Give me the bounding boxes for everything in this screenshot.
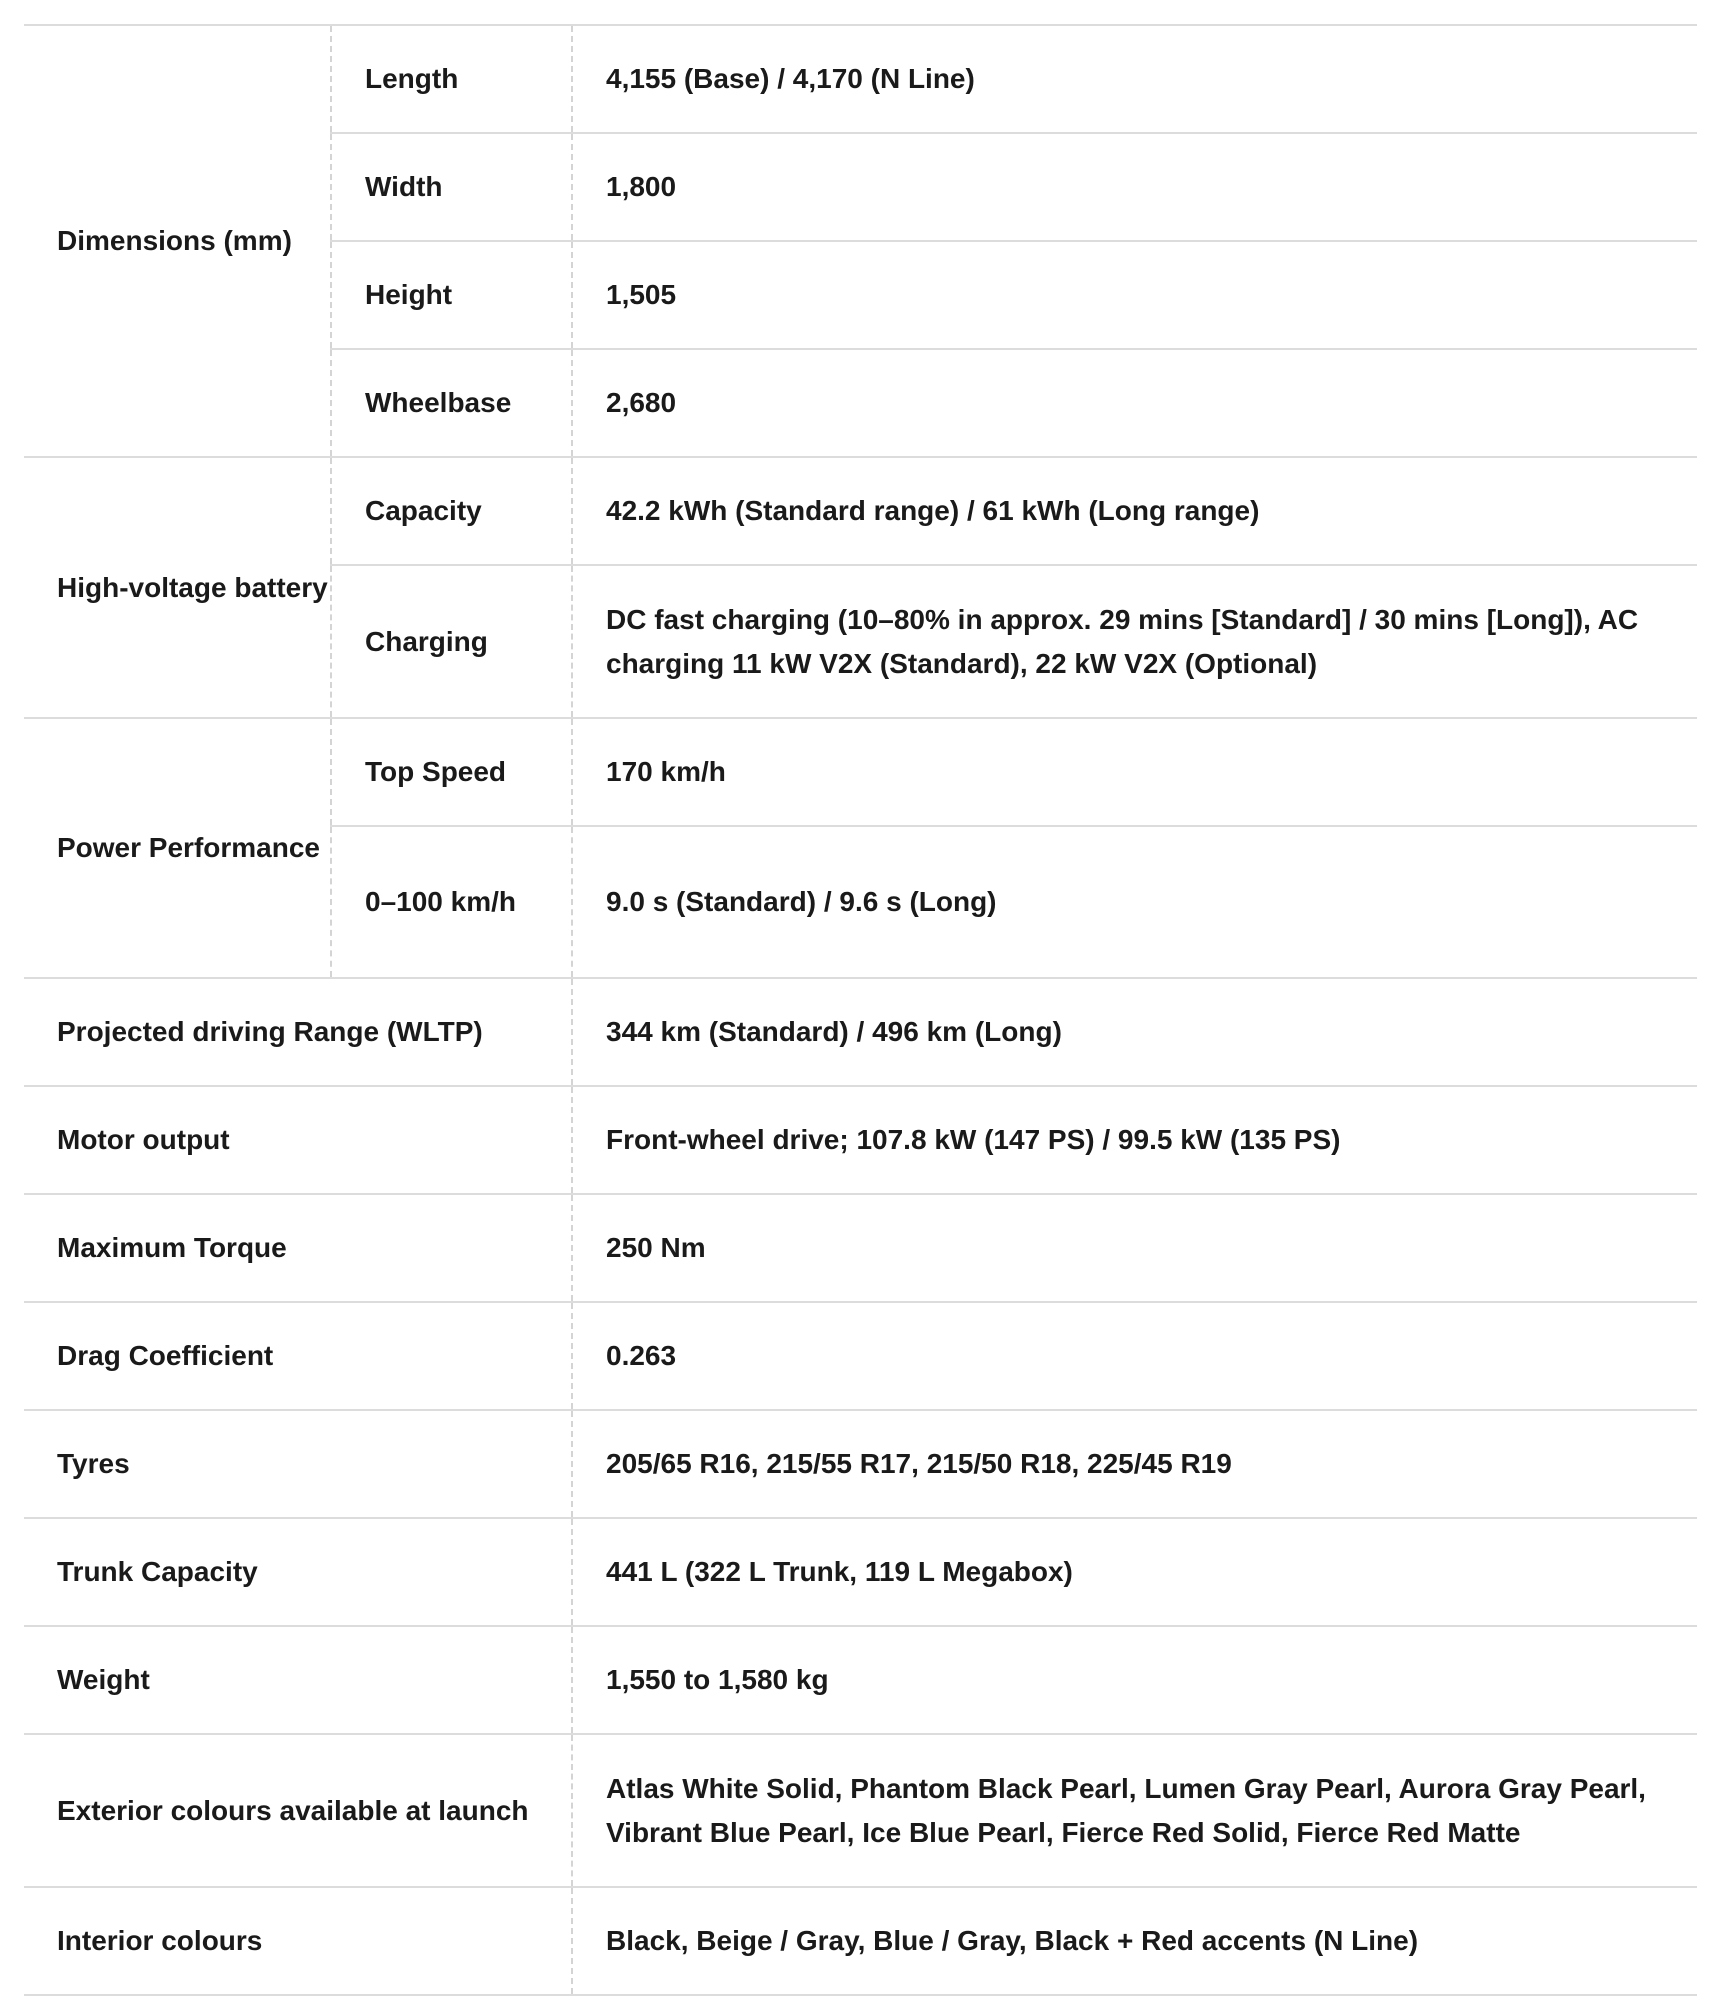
row-label-tyres: Tyres [24, 1410, 572, 1518]
row-value-wheelbase: 2,680 [572, 349, 1697, 457]
row-label-range: Projected driving Range (WLTP) [24, 978, 572, 1086]
row-value-tyres: 205/65 R16, 215/55 R17, 215/50 R18, 225/45 R19 [572, 1410, 1697, 1518]
row-value-drag: 0.263 [572, 1302, 1697, 1410]
table-row [24, 718, 1697, 826]
group-label-dimensions: Dimensions (mm) [24, 25, 331, 457]
table-row [24, 1194, 1697, 1302]
row-value-trunk: 441 L (322 L Trunk, 119 L Megabox) [572, 1518, 1697, 1626]
group-label-battery: High-voltage battery [24, 457, 331, 718]
row-label-capacity: Capacity [331, 457, 572, 565]
row-label-exterior-colours: Exterior colours available at launch [24, 1734, 572, 1887]
row-label-top-speed: Top Speed [331, 718, 572, 826]
row-label-motor-output: Motor output [24, 1086, 572, 1194]
row-value-weight: 1,550 to 1,580 kg [572, 1626, 1697, 1734]
table-row [24, 1626, 1697, 1734]
row-label-torque: Maximum Torque [24, 1194, 572, 1302]
table-row [24, 1518, 1697, 1626]
row-label-charging: Charging [331, 565, 572, 718]
row-value-charging: DC fast charging (10–80% in approx. 29 mins [Standard] / 30 mins [Long]), AC charging 11 kW V2X (Standard), 22 kW V2X (Optional) [572, 565, 1697, 718]
row-label-drag: Drag Coefficient [24, 1302, 572, 1410]
row-value-capacity: 42.2 kWh (Standard range) / 61 kWh (Long range) [572, 457, 1697, 565]
table-row [24, 1887, 1697, 1995]
row-value-interior-colours: Black, Beige / Gray, Blue / Gray, Black + Red accents (N Line) [572, 1887, 1697, 1995]
row-label-acceleration: 0–100 km/h [331, 826, 572, 978]
table-row [24, 1734, 1697, 1887]
row-value-exterior-colours: Atlas White Solid, Phantom Black Pearl, Lumen Gray Pearl, Aurora Gray Pearl, Vibrant Blue Pearl, Ice Blue Pearl, Fierce Red Solid, Fierce Red Matte [572, 1734, 1697, 1887]
row-value-torque: 250 Nm [572, 1194, 1697, 1302]
row-value-height: 1,505 [572, 241, 1697, 349]
spec-table [24, 24, 1697, 1996]
table-row [24, 457, 1697, 565]
table-row [24, 1302, 1697, 1410]
row-value-motor-output: Front-wheel drive; 107.8 kW (147 PS) / 99.5 kW (135 PS) [572, 1086, 1697, 1194]
table-row [24, 978, 1697, 1086]
table-row [24, 1410, 1697, 1518]
row-value-acceleration: 9.0 s (Standard) / 9.6 s (Long) [572, 826, 1697, 978]
row-label-width: Width [331, 133, 572, 241]
table-row [24, 25, 1697, 133]
row-value-width: 1,800 [572, 133, 1697, 241]
row-value-top-speed: 170 km/h [572, 718, 1697, 826]
row-label-height: Height [331, 241, 572, 349]
row-label-length: Length [331, 25, 572, 133]
row-label-trunk: Trunk Capacity [24, 1518, 572, 1626]
row-label-weight: Weight [24, 1626, 572, 1734]
row-label-wheelbase: Wheelbase [331, 349, 572, 457]
row-value-range: 344 km (Standard) / 496 km (Long) [572, 978, 1697, 1086]
group-label-power: Power Performance [24, 718, 331, 978]
row-value-length: 4,155 (Base) / 4,170 (N Line) [572, 25, 1697, 133]
table-row [24, 1086, 1697, 1194]
row-label-interior-colours: Interior colours [24, 1887, 572, 1995]
